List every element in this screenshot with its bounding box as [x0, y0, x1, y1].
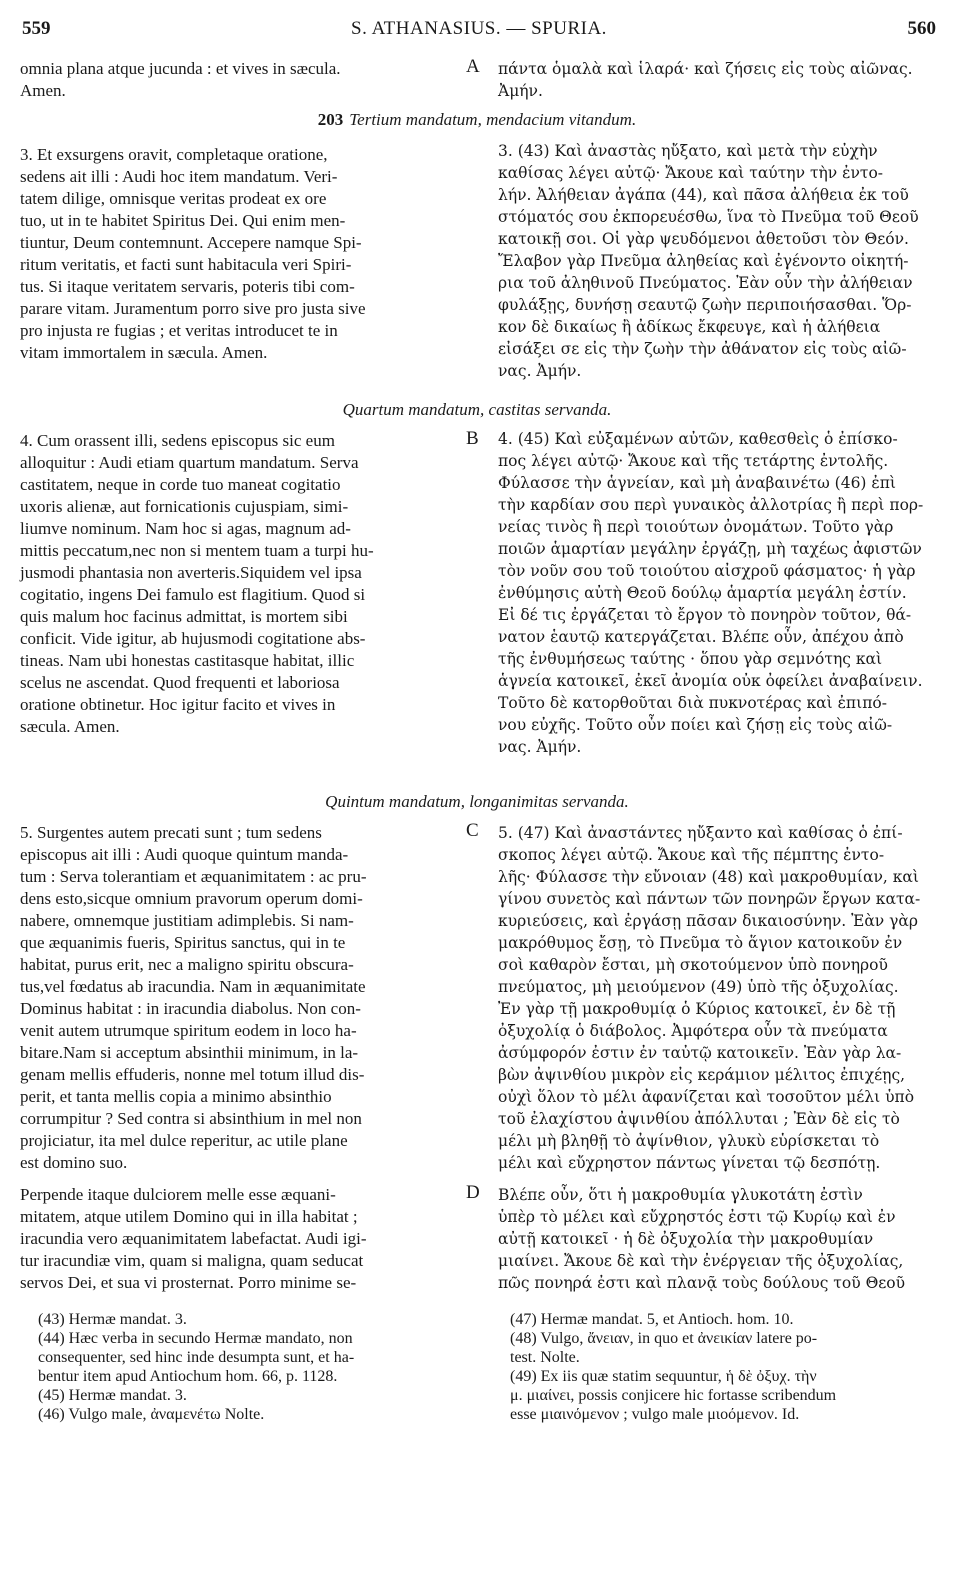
greek-line: εἰσάξει σε εἰς τὴν ζωὴν τὴν ἀθάνατον εἰς τοὺς αἰῶ-: [498, 340, 907, 358]
margin-letter: D: [466, 1182, 480, 1203]
greek-line: φυλάξῃς, δυνήσῃ σεαυτῷ ζωὴν περιποιήσασθαι. Ὅρ-: [498, 296, 912, 314]
greek-line: πος λέγει αὐτῷ· Ἄκουε καὶ τῆς τετάρτης ἐντολῆς.: [498, 452, 889, 470]
greek-line: μιαίνει. Ἄκουε δὲ καὶ τὴν ἐνέργειαν τῆς ὀξυχολίας,: [498, 1252, 904, 1270]
latin-line: Perpende itaque dulciorem melle esse æquani-: [20, 1185, 336, 1204]
greek-line: ἁγνεία κατοικεῖ, ἐκεῖ ἀνομία οὐκ ὀφείλει ἀναβαίνειν.: [498, 672, 923, 690]
latin-line: que æquanimis fueris, Spiritus sanctus, qui in te: [20, 933, 346, 952]
footnote-line: (46) Vulgo male, ἀναμενέτω Nolte.: [38, 1406, 265, 1423]
latin-line: est domino suo.: [20, 1153, 128, 1172]
latin-line: mittis peccatum,nec non si mentem tuam a turpi hu-: [20, 541, 374, 560]
greek-line: νας. Ἀμήν.: [498, 362, 582, 380]
footnote-line: esse μιαινόμενον ; vulgo male μιοόμενον. Id.: [510, 1406, 800, 1423]
greek-line: κον δὲ δικαίως ἢ ἀδίκως ἔκφευγε, καὶ ἡ ἀλήθεια: [498, 318, 881, 336]
latin-line: tum : Serva tolerantiam et æquanimitatem : ac pru-: [20, 867, 367, 886]
greek-line: τοῦ ἐλαχίστου ἀψινθίου ἀπόλλυται ; Ἐὰν δὲ εἰς τὸ: [498, 1110, 900, 1128]
latin-line: 3. Et exsurgens oravit, completaque oratione,: [20, 145, 328, 164]
latin-line: perit, et tanta mellis copia a minimo absinthio: [20, 1087, 332, 1106]
latin-line: cogitatio, ingens Dei famulo est flagitium. Quod si: [20, 585, 366, 604]
greek-line: κυριεύσεις, καὶ ἐργάσῃ πᾶσαν δικαιοσύνην. Ἐὰν γὰρ: [498, 912, 918, 930]
column-number: 203: [317, 110, 344, 129]
greek-line: βὼν ἀψινθίου μικρὸν εἰς κεράμιον μέλιτος ἐπιχέῃς,: [498, 1066, 906, 1084]
latin-line: tus. Si itaque veritatem servaris, poteris tibi com-: [20, 277, 355, 296]
section-heading: [0, 110, 954, 130]
latin-line: Amen.: [20, 81, 66, 100]
latin-line: genam mellis effuderis, nonne mel totum illud dis-: [20, 1065, 365, 1084]
greek-line: ρια τοῦ ἀληθινοῦ Πνεύματος. Ἐὰν οὖν τὴν ἀλήθειαν: [498, 274, 913, 292]
footnote-line: (47) Hermæ mandat. 5, et Antioch. hom. 10.: [510, 1311, 794, 1328]
greek-line: αὐτῇ κατοικεῖ · ἡ δὲ ὀξυχολία τὴν μακροθυμίαν: [498, 1230, 874, 1248]
section-heading: [0, 400, 954, 420]
left-page-number: 559: [22, 18, 51, 39]
greek-line: Ἔλαβον γὰρ Πνεῦμα ἀληθείας καὶ ἐγένοντο οἰκητή-: [498, 252, 909, 270]
latin-line: sæcula. Amen.: [20, 717, 120, 736]
greek-line: νας. Ἀμήν.: [498, 738, 582, 756]
greek-line: ἐνθύμησις αὐτὴ Θεοῦ δούλῳ ἁμαρτία μεγάλη ἐστίν.: [498, 584, 907, 602]
greek-line: Τοῦτο δὲ κατορθοῦται διὰ πυκνοτέρας καὶ ἐπιπό-: [498, 694, 887, 712]
greek-line: Φύλασσε τὴν ἁγνείαν, καὶ μὴ ἀναβαινέτω (46) ἐπὶ: [498, 474, 896, 492]
heading-text: Tertium mandatum, mendacium vitandum.: [349, 110, 637, 129]
greek-line: σοὶ καθαρὸν ἔσται, μὴ σκοτούμενον ὑπὸ πονηροῦ: [498, 956, 888, 974]
greek-line: τὴν καρδίαν σου περὶ γυναικὸς ἀλλοτρίας ἢ περὶ πορ-: [498, 496, 924, 514]
greek-line: πάντα ὁμαλὰ καὶ ἱλαρά· καὶ ζήσεις εἰς τοὺς αἰῶνας.: [498, 60, 913, 78]
latin-line: bitare.Nam si acceptum absinthii minimum, in la-: [20, 1043, 359, 1062]
latin-line: castitatem, neque in corde tuo maneat cogitatio: [20, 475, 341, 494]
footnote-line: bentur item apud Antiochum hom. 66, p. 1128.: [38, 1368, 338, 1385]
latin-line: tatem dilige, omnisque veritas prodeat ex ore: [20, 189, 327, 208]
latin-line: 5. Surgentes autem precati sunt ; tum sedens: [20, 823, 322, 842]
latin-line: sedens ait illi : Audi hoc item mandatum. Veri-: [20, 167, 338, 186]
margin-letter: B: [466, 428, 479, 449]
greek-line: μακρόθυμος ἔσῃ, τὸ Πνεῦμα τὸ ἅγιον κατοικοῦν ἐν: [498, 934, 903, 952]
greek-line: νου εὐχῆς. Τοῦτο οὖν ποίει καὶ ζήσῃ εἰς τοὺς αἰῶ-: [498, 716, 893, 734]
latin-line: episcopus ait illi : Audi quoque quintum manda-: [20, 845, 349, 864]
latin-line: tineas. Nam ubi honestas castitasque habitat, illic: [20, 651, 355, 670]
latin-line: dens esto,sicque omnium pravorum operum domi-: [20, 889, 363, 908]
greek-line: ἀσύμφορόν ἐστιν ἐν ταὐτῷ κατοικεῖν. Ἐὰν γὰρ λα-: [498, 1044, 902, 1062]
footnote-line: test. Nolte.: [510, 1349, 580, 1366]
greek-line: Ἐν γὰρ τῇ μακροθυμίᾳ ὁ Κύριος κατοικεῖ, ἐν δὲ τῇ: [498, 1000, 896, 1018]
latin-line: tur iracundiæ vim, quam si maligna, quam seducat: [20, 1251, 364, 1270]
page-header: [22, 18, 936, 46]
greek-line: ὀξυχολίᾳ ὁ διάβολος. Ἀμφότερα οὖν τὰ πνεύματα: [498, 1022, 888, 1040]
right-page-number: 560: [907, 18, 936, 39]
greek-line: 3. (43) Καὶ ἀναστὰς ηὔξατο, καὶ μετὰ τὴν εὐχὴν: [498, 142, 878, 160]
section-heading: [0, 792, 954, 812]
greek-line: μέλι καὶ εὔχρηστον πάντως γίνεται τῷ δεσπότῃ.: [498, 1154, 881, 1172]
greek-line: τῆς ἐνθυμήσεως ταύτης · ὅπου γὰρ σεμνότης καὶ: [498, 650, 883, 668]
greek-line: στόματός σου ἐκπορευέσθω, ἵνα τὸ Πνεῦμα τοῦ Θεοῦ: [498, 208, 919, 226]
greek-line: σκοπος λέγει αὐτῷ. Ἄκουε καὶ τῆς πέμπτης ἐντο-: [498, 846, 885, 864]
margin-letter: A: [466, 56, 480, 77]
latin-line: servos Dei, et sua vi prosternat. Porro minime se-: [20, 1273, 357, 1292]
footnote-line: (44) Hæc verba in secundo Hermæ mandato, non: [38, 1330, 353, 1347]
greek-line: Βλέπε οὖν, ὅτι ἡ μακροθυμία γλυκοτάτη ἐστὶν: [498, 1186, 863, 1204]
greek-line: 5. (47) Καὶ ἀναστάντες ηὔξαντο καὶ καθίσας ὁ ἐπί-: [498, 824, 903, 842]
latin-line: Dominus habitat : in iracundia diabolus. Non con-: [20, 999, 361, 1018]
footnote-line: consequenter, sed hinc inde desumpta sunt, et ha-: [38, 1349, 355, 1366]
footnote-line: (43) Hermæ mandat. 3.: [38, 1311, 187, 1328]
footnote-line: μ. μιαίνει, possis conjicere hic fortasse scribendum: [510, 1387, 837, 1404]
latin-line: tiuntur, Deum contemnunt. Accepere namque Spi-: [20, 233, 362, 252]
greek-line: Εἰ δέ τις ἐργάζεται τὸ ἔργον τὸ πονηρὸν τοῦτον, θά-: [498, 606, 912, 624]
greek-line: λῆς· Φύλασσε τὴν εὔνοιαν (48) καὶ μακροθυμίαν, καὶ: [498, 868, 919, 886]
greek-line: τὸν νοῦν σου τοῦ τοιούτου αἰσχροῦ φάσματος· ἡ γὰρ: [498, 562, 916, 580]
latin-line: corrumpitur ? Sed contra si absinthium in mel non: [20, 1109, 362, 1128]
footnote-line: (49) Ex iis quæ statim sequuntur, ἡ δὲ ὀξυχ. τὴν: [510, 1368, 817, 1385]
latin-line: nabere, omnemque justitiam adimplebis. Si nam-: [20, 911, 354, 930]
footnote-line: (48) Vulgo, ἄνειαν, in quo et ἀνεικίαν latere po-: [510, 1330, 818, 1347]
greek-line: καθίσας λέγει αὐτῷ· Ἄκουε καὶ ταύτην τὴν ἐντο-: [498, 164, 884, 182]
greek-line: πνεύματος, μὴ μειούμενον (49) ὑπὸ τῆς ὀξυχολίας.: [498, 978, 899, 996]
latin-line: habitat, purus erit, nec a maligno spiritu obscura-: [20, 955, 354, 974]
latin-line: projiciatur, ita mel dulce reperitur, ac utile plane: [20, 1131, 348, 1150]
greek-line: νατον ἑαυτῷ κατεργάζεται. Βλέπε οὖν, ἀπέχου ἀπὸ: [498, 628, 904, 646]
latin-line: venit autem utrumque spiritum eodem in loco ha-: [20, 1021, 357, 1040]
margin-letter: C: [466, 820, 479, 841]
latin-line: vitam immortalem in sæcula. Amen.: [20, 343, 268, 362]
greek-line: γίνου συνετὸς καὶ πάντων τῶν πονηρῶν ἔργων κατα-: [498, 890, 921, 908]
latin-line: scelus ne ascendat. Quod frequenti et laboriosa: [20, 673, 340, 692]
heading-text: Quintum mandatum, longanimitas servanda.: [325, 792, 629, 811]
latin-line: mitatem, atque utilem Domino qui in illa habitat ;: [20, 1207, 358, 1226]
latin-line: quis malum hoc facinus admittat, is mortem sibi: [20, 607, 348, 626]
latin-line: oratione obtinetur. Hoc igitur facito et vives in: [20, 695, 336, 714]
greek-line: ποιῶν ἁμαρτίαν μεγάλην ἐργάζῃ, μὴ ταχέως ἀφιστῶν: [498, 540, 922, 558]
greek-line: 4. (45) Καὶ εὐξαμένων αὐτῶν, καθεσθεὶς ὁ ἐπίσκο-: [498, 430, 898, 448]
greek-line: πῶς πονηρά ἐστι καὶ πλανᾷ τοὺς δούλους τοῦ Θεοῦ: [498, 1274, 906, 1292]
greek-line: οὐχὶ ὅλον τὸ μέλι ἀφανίζεται καὶ τοσοῦτον μέλι ὑπὸ: [498, 1088, 915, 1106]
latin-line: conficit. Vide igitur, ab hujusmodi cogitatione abs-: [20, 629, 366, 648]
greek-line: Ἀμήν.: [498, 82, 543, 100]
latin-line: tus,vel fœdatus ab iracundia. Nam in æquanimitate: [20, 977, 366, 996]
greek-line: μέλι μὴ βληθῇ τὸ ἀψίνθιον, γλυκὺ εὑρίσκεται τὸ: [498, 1132, 880, 1150]
greek-line: λήν. Ἀλήθειαν ἀγάπα (44), καὶ πᾶσα ἀλήθεια ἐκ τοῦ: [498, 186, 909, 204]
latin-line: ritum veritatis, et facti sunt habitacula veri Spiri-: [20, 255, 352, 274]
footnote-line: (45) Hermæ mandat. 3.: [38, 1387, 187, 1404]
latin-line: alloquitur : Audi etiam quartum mandatum. Serva: [20, 453, 359, 472]
heading-text: Quartum mandatum, castitas servanda.: [342, 400, 612, 419]
greek-line: ὑπὲρ τὸ μέλει καὶ εὔχρηστός ἐστι τῷ Κυρίῳ καὶ ἐν: [498, 1208, 896, 1226]
latin-line: pro injusta re fugias ; et veritas introducet te in: [20, 321, 338, 340]
latin-line: parare vitam. Juramentum porro sive pro justa sive: [20, 299, 366, 318]
latin-line: tuo, ut in te habitet Spiritus Dei. Qui enim men-: [20, 211, 346, 230]
greek-line: νείας τινὸς ἢ περὶ τοιούτων ὀνομάτων. Τοῦτο γὰρ: [498, 518, 894, 536]
latin-line: uxoris alienæ, aut fornicationis cujuspiam, simi-: [20, 497, 349, 516]
running-title: S. ATHANASIUS. — SPURIA.: [351, 18, 607, 39]
greek-line: κατοικῇ σοι. Οἱ γὰρ ψευδόμενοι ἀθετοῦσι τὸν Θεόν.: [498, 230, 909, 248]
latin-line: 4. Cum orassent illi, sedens episcopus sic eum: [20, 431, 335, 450]
latin-line: jusmodi phantasia non averteris.Siquidem vel ipsa: [20, 563, 362, 582]
latin-line: iracundia vero æquanimitatem labefactat. Audi igi-: [20, 1229, 367, 1248]
latin-line: omnia plana atque jucunda : et vives in sæcula.: [20, 59, 341, 78]
latin-line: liumve nominum. Nam hoc si agas, magnum ad-: [20, 519, 351, 538]
